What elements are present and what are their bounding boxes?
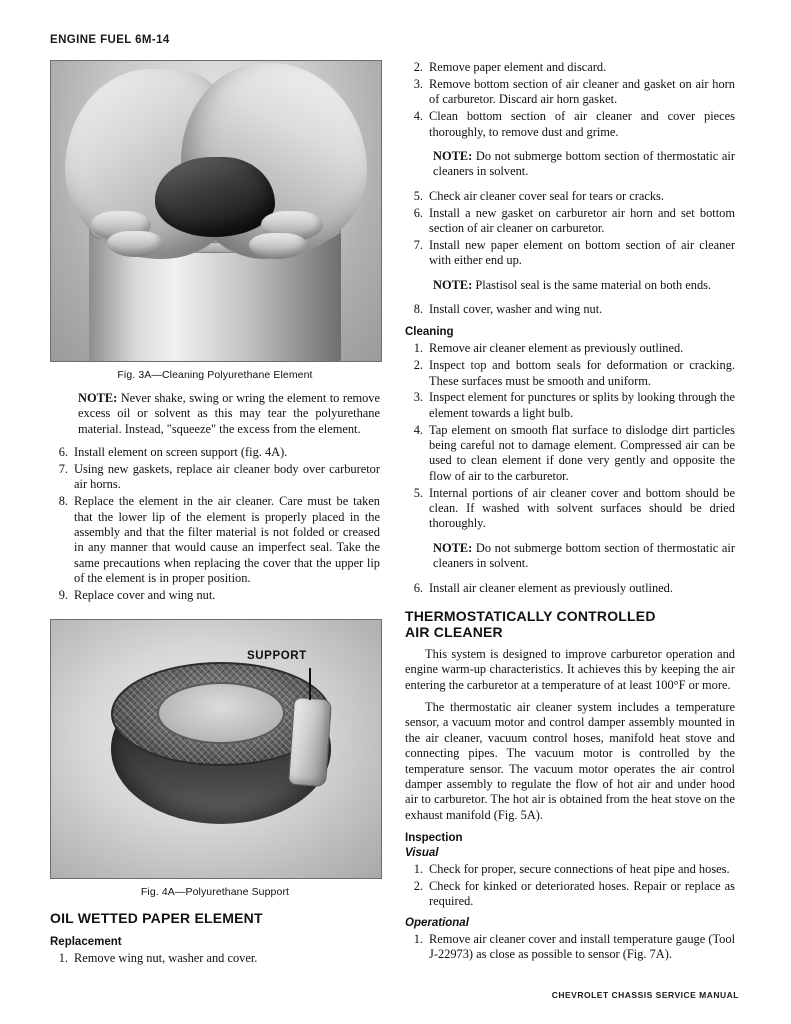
step-text: Clean bottom section of air cleaner and cover pieces thoroughly, to remove dust and grime. [429, 109, 735, 139]
list-item [405, 206, 735, 237]
support-callout-label: SUPPORT [247, 650, 307, 663]
step-text: Install cover, washer and wing nut. [429, 301, 603, 316]
list-item [405, 390, 735, 421]
step-text: Install element on screen support (fig. 4A). [74, 445, 288, 460]
list-item [405, 60, 735, 75]
replacement-steps-continued [50, 445, 380, 603]
step-text: Check for proper, secure connections of heat pipe and hoses. [429, 862, 730, 877]
step-text: Install air cleaner element as previously outlined. [429, 580, 673, 595]
list-item [405, 486, 735, 532]
note-label: NOTE: [433, 540, 473, 555]
subheading-cleaning: Cleaning [405, 326, 454, 339]
list-item [405, 358, 735, 389]
step-number: 5. [413, 188, 423, 203]
note-plastisol-seal [433, 278, 735, 293]
step-text: Remove air cleaner element as previously outlined. [429, 341, 684, 356]
step-number: 4. [413, 422, 423, 437]
replacement-steps-final [405, 302, 735, 317]
subheading-replacement: Replacement [50, 935, 122, 948]
list-item [405, 109, 735, 140]
step-number: 8. [413, 301, 423, 316]
list-item [405, 862, 735, 877]
step-text: Remove air cleaner cover and install temperature gauge (Tool J-22973) as close as possible to sensor (Fig. 7A). [429, 931, 736, 962]
note-label: NOTE: [78, 391, 118, 405]
step-text: Replace the element in the air cleaner. Care must be taken that the lower lip of the element is properly placed in the assembly and that the filter material is not folded or creased in any manner that would cause an imperfect seal. Take the same precautions when replacing the cover that the upper lip of the element is in proper position. [74, 494, 380, 586]
list-item [405, 879, 735, 910]
thermo-heading-line-1: THERMOSTATICALLY CONTROLLED [405, 607, 656, 624]
thermo-paragraph-2: The thermostatic air cleaner system includes a temperature sensor, a vacuum motor and control damper assembly mounted in the air cleaner, vacuum control hoses, manifold heat stove and connecting pipes. The vacuum motor is controlled by the temperature sensor. The vacuum motor operates the air control damper assembly to regulate the flow of hot air and under hood air to carburetor. The hot air is obtained from the heat stove on the exhaust manifold (Fig. 5A). [405, 700, 735, 822]
step-number: 7. [413, 237, 423, 252]
step-number: 2. [413, 358, 423, 373]
step-number: 1. [58, 950, 68, 965]
note-text: Do not submerge bottom section of thermostatic air cleaners in solvent. [433, 148, 735, 179]
list-item [50, 951, 380, 966]
step-number: 7. [58, 462, 68, 476]
figure-4a-caption: Fig. 4A—Polyurethane Support [140, 886, 290, 899]
operational-inspection-steps [405, 932, 735, 963]
note-no-submerge-2 [433, 541, 735, 572]
note-text: Do not submerge bottom section of thermostatic air cleaners in solvent. [433, 540, 735, 571]
replacement-steps-right [405, 60, 735, 140]
step-number: 6. [413, 580, 423, 595]
step-text: Using new gaskets, replace air cleaner body over carburetor air horns. [74, 462, 380, 492]
step-number: 5. [413, 485, 423, 500]
step-text: Remove wing nut, washer and cover. [74, 950, 258, 965]
note-label: NOTE: [433, 148, 473, 163]
step-number: 2. [413, 60, 423, 74]
note-squeeze [50, 391, 380, 437]
note-label: NOTE: [433, 277, 473, 292]
replacement-steps [50, 951, 380, 966]
visual-inspection-steps [405, 862, 735, 910]
right-column [405, 60, 735, 968]
page-footer: CHEVROLET CHASSIS SERVICE MANUAL [551, 990, 739, 1000]
cleaning-steps [405, 341, 735, 532]
replacement-steps-after-note [405, 189, 735, 269]
step-text: Check for kinked or deteriorated hoses. Repair or replace as required. [429, 878, 735, 909]
step-text: Internal portions of air cleaner cover and bottom should be clean. If washed with solvent surfaces should be dried thoroughly. [429, 485, 735, 531]
note-no-submerge-1 [433, 149, 735, 180]
step-number: 9. [58, 588, 68, 602]
step-text: Inspect top and bottom seals for deformation or cracking. These surfaces must be smooth and uniform. [429, 358, 735, 388]
list-item [405, 302, 735, 317]
list-item [50, 494, 380, 586]
note-text: Plastisol seal is the same material on both ends. [472, 277, 712, 292]
callout-leader-line [309, 668, 311, 700]
step-number: 3. [413, 76, 423, 91]
step-number: 8. [58, 494, 68, 509]
step-number: 6. [58, 445, 68, 460]
subheading-operational: Operational [405, 916, 469, 929]
step-text: Remove paper element and discard. [429, 60, 607, 74]
list-item [50, 588, 380, 603]
thermo-paragraph-1: This system is designed to improve carburetor operation and engine warm-up characteristics. It achieves this by keeping the air entering the carburetor at a temperature of at least 100°F or more. [405, 646, 735, 692]
figure-4a [50, 619, 380, 898]
support-piece [288, 697, 332, 787]
polyurethane-element [155, 157, 275, 237]
note-text: Never shake, swing or wring the element to remove excess oil or solvent as this may tear the polyurethane material. Instead, "squeeze" the excess from the element. [78, 391, 380, 436]
left-column [50, 60, 380, 972]
step-text: Install new paper element on bottom section of air cleaner with either end up. [429, 237, 735, 268]
step-number: 1. [413, 862, 423, 877]
list-item [405, 423, 735, 485]
page-header: ENGINE FUEL 6M-14 [50, 34, 170, 46]
list-item [405, 581, 735, 596]
list-item [405, 189, 735, 204]
step-number: 1. [413, 931, 423, 946]
thermo-heading-line-2: AIR CLEANER [405, 624, 503, 641]
figure-3a-image [50, 60, 382, 362]
step-number: 2. [413, 878, 423, 893]
list-item [50, 445, 380, 460]
subheading-visual: Visual [405, 847, 439, 860]
subheading-inspection: Inspection [405, 832, 463, 845]
list-item [50, 462, 380, 493]
list-item [405, 932, 735, 963]
section-heading-thermostatically-controlled [405, 608, 735, 641]
list-item [405, 238, 735, 269]
element-center-hole [157, 682, 285, 744]
step-number: 4. [413, 109, 423, 124]
step-text: Install a new gasket on carburetor air horn and set bottom section of air cleaner on carburetor. [429, 205, 735, 235]
step-text: Check air cleaner cover seal for tears or cracks. [429, 188, 664, 203]
figure-3a [50, 60, 380, 381]
section-heading-oil-wetted-paper-element: OIL WETTED PAPER ELEMENT [50, 910, 263, 927]
step-number: 6. [413, 205, 423, 220]
list-item [405, 341, 735, 356]
step-number: 1. [413, 341, 423, 356]
step-text: Replace cover and wing nut. [74, 588, 216, 602]
list-item [405, 77, 735, 108]
step-text: Inspect element for punctures or splits by looking through the element towards a light bulb. [429, 390, 735, 420]
step-text: Remove bottom section of air cleaner and gasket on air horn of carburetor. Discard air horn gasket. [429, 76, 735, 107]
figure-3a-caption: Fig. 3A—Cleaning Polyurethane Element [117, 369, 313, 381]
step-number: 3. [413, 390, 423, 405]
step-text: Tap element on smooth flat surface to dislodge dirt particles being careful not to damage element. Compressed air can be used to clean element if done very gently and opposite the flow of air to the carburetor. [429, 422, 735, 483]
cleaning-steps-final [405, 581, 735, 596]
figure-4a-image [50, 619, 382, 879]
